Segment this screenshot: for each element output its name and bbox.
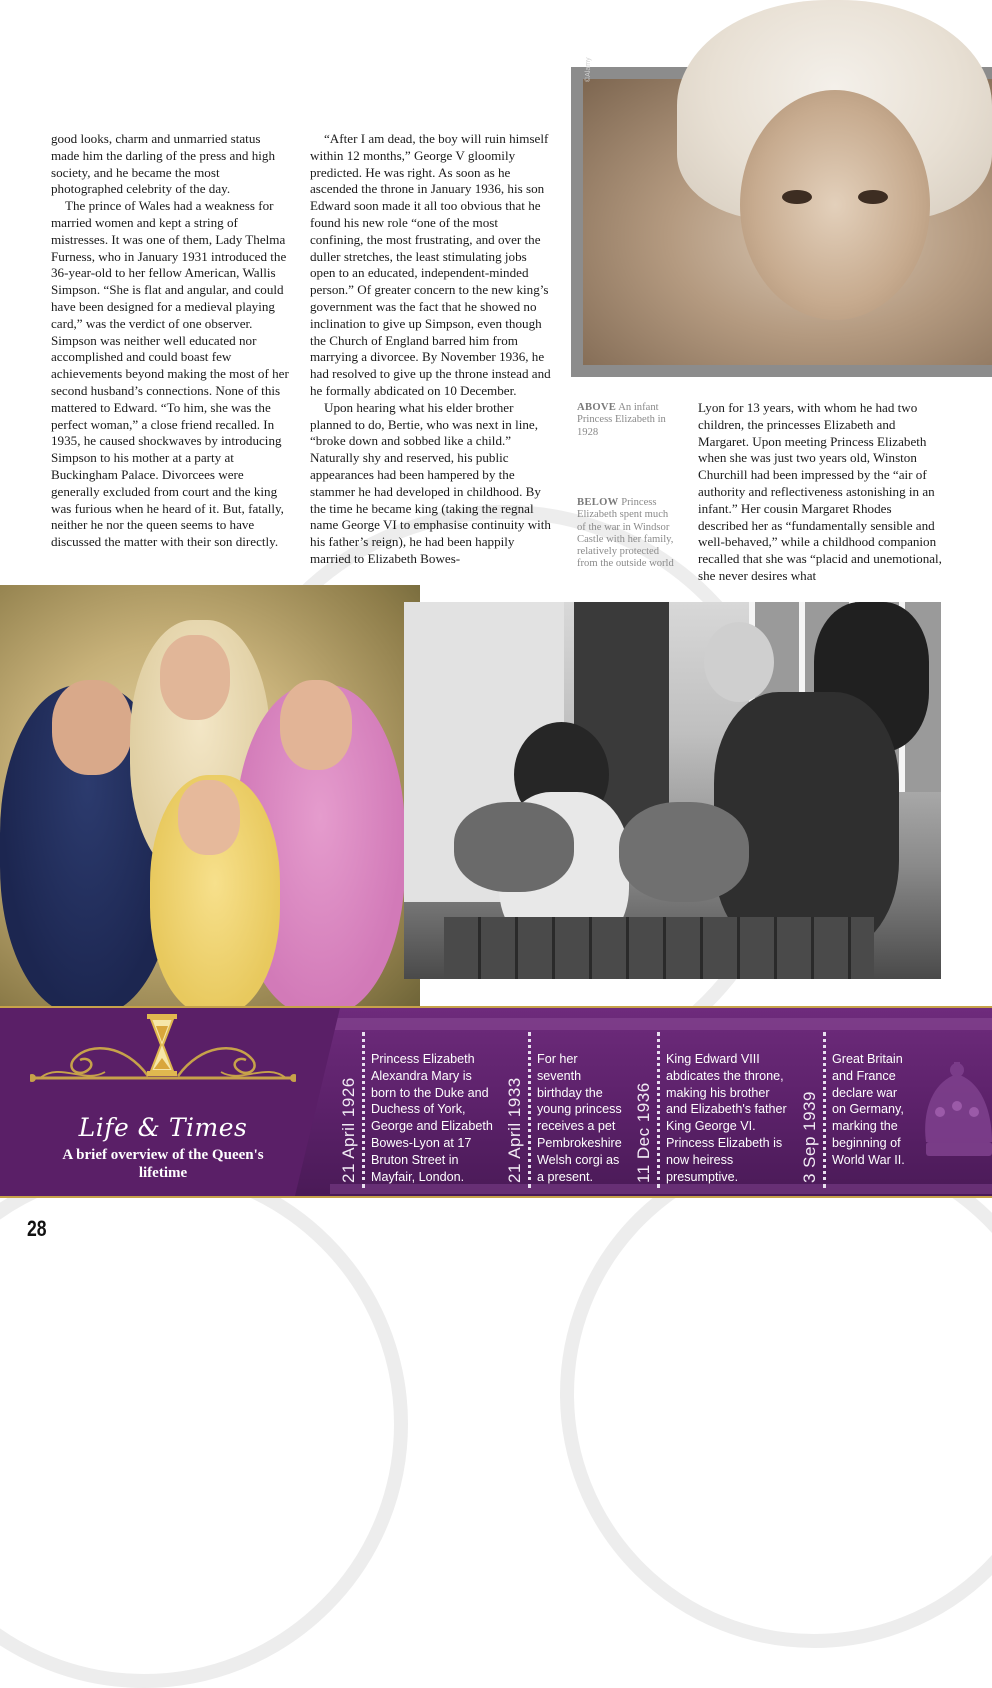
decorative-arc <box>0 1160 408 1688</box>
banner-stripe <box>330 1184 992 1194</box>
timeline-event-text: King Edward VIII abdicates the throne, making his brother and Elizabeth's father King George VI. Princess Elizabeth is now heiress presumptive. <box>666 1052 787 1184</box>
photo-figure <box>714 692 899 952</box>
article-column-1 <box>51 131 291 551</box>
paragraph: “After I am dead, the boy will ruin himself within 12 months,” George V gloomily predicted. He was right. As soon as he ascended the throne in January 1936, his son Edward soon made it all too obvious that he found his new role “one of the most confining, the most frustrating, and over the duller stretches, the least stimulating jobs open to an educated, independent-minded person.” Of greater concern to the new king’s government was the fact that he showed no inclination to give up Simpson, even though the Church of England barred him from marrying a divorcee. By November 1936, he had resolved to give up the throne instead and he formally abdicated on 10 December. <box>310 131 551 398</box>
timeline-divider <box>657 1032 660 1188</box>
paragraph: The prince of Wales had a weakness for married women and kept a string of mistresses. It was one of them, Lady Thelma Furness, who in January 1931 introduced the 36-year-old to her fellow American, Wallis Simpson. “She is flat and angular, and could have been designed for a medieval playing card,” was the verdict of one observer. Simpson was neither well educated nor accomplished and could boast few achievements beyond making the most of her second husband’s connections. None of this mattered to Edward. “To him, she was the perfect woman,” a close friend recalled. In 1935, he caused shockwaves by introducing Simpson to his mother at a party at Buckingham Palace. Divorcees were generally excluded from court and the king was furious when he heard of it. But, fatally, neither he nor the queen seems to have discussed the matter with their son directly. <box>51 198 289 550</box>
decorative-arc <box>560 1140 992 1648</box>
painted-face <box>280 680 352 770</box>
eye <box>782 190 812 204</box>
crown-icon <box>922 1062 992 1162</box>
timeline-event-text: Princess Elizabeth Alexandra Mary is born to the Duke and Duchess of York, George and Elizabeth Bowes-Lyon at 17 Bruton Street in Mayfair, London. <box>371 1052 493 1184</box>
paragraph: Lyon for 13 years, with whom he had two children, the princesses Elizabeth and Margaret. Upon meeting Princess Elizabeth when she was just two years old, Winston Churchill had been impressed by the “air of authority and reflectiveness astonishing in an infant.” Her cousin Margaret Rhodes described her as “fundamentally sensible and well-behaved,” while a childhood companion recalled that she was “placid and unemotional, she never desires what <box>698 400 942 583</box>
caption-label: ABOVE <box>577 402 617 413</box>
banner-stripe <box>330 1018 992 1030</box>
article-column-2 <box>310 131 553 568</box>
photo-brick-step <box>444 917 874 979</box>
page-number: 28 <box>27 1216 47 1241</box>
timeline-date: 21 April 1926 <box>339 1077 358 1183</box>
timeline-subtitle: A brief overview of the Queen's lifetime <box>62 1147 264 1181</box>
infant-face <box>740 90 930 320</box>
caption-text: An infant Princess Elizabeth in 1928 <box>577 402 666 438</box>
caption-above <box>577 402 677 439</box>
timeline-date: 11 Dec 1936 <box>634 1082 653 1183</box>
timeline-divider <box>528 1032 531 1188</box>
photo-credit: ©Alamy <box>585 57 592 82</box>
caption-text: Princess Elizabeth spent much of the war in Windsor Castle with her family, relatively protected from the outside world <box>577 497 674 570</box>
caption-below <box>577 497 677 571</box>
paragraph: Upon hearing what his elder brother planned to do, Bertie, who was next in line, “broke down and sobbed like a child.” Naturally shy and reserved, his public appearances had been hampered by the stammer he had developed in childhood. By the time he became king (taking the regnal name George VI to emphasise continuity with his father’s reign), he had been happily married to Elizabeth Bowes- <box>310 399 551 566</box>
painted-face <box>52 680 132 775</box>
timeline-divider <box>823 1032 826 1188</box>
timeline-divider <box>362 1032 365 1188</box>
photo-face <box>704 622 774 702</box>
timeline-event-text: For her seventh birthday the young princess receives a pet Pembrokeshire Welsh corgi as a present. <box>537 1052 622 1184</box>
hourglass-icon <box>145 1014 179 1076</box>
photo-corgi <box>619 802 749 902</box>
timeline-date: 3 Sep 1939 <box>800 1091 819 1183</box>
family-corgis-photo <box>404 602 941 979</box>
article-column-3 <box>698 400 943 585</box>
royal-family-painting <box>0 585 420 1015</box>
painted-face <box>160 635 230 720</box>
timeline-event-text: Great Britain and France declare war on Germany, marking the beginning of World War II. <box>832 1052 905 1167</box>
timeline-date: 21 April 1933 <box>505 1077 524 1183</box>
paragraph: good looks, charm and unmarried status made him the darling of the press and high society, and he became the most photographed celebrity of the day. <box>51 131 275 197</box>
banner-border-bottom <box>0 1196 992 1198</box>
photo-corgi <box>454 802 574 892</box>
painted-face <box>178 780 240 855</box>
caption-label: BELOW <box>577 497 619 508</box>
eye <box>858 190 888 204</box>
timeline-title: Life & Times <box>78 1113 248 1142</box>
